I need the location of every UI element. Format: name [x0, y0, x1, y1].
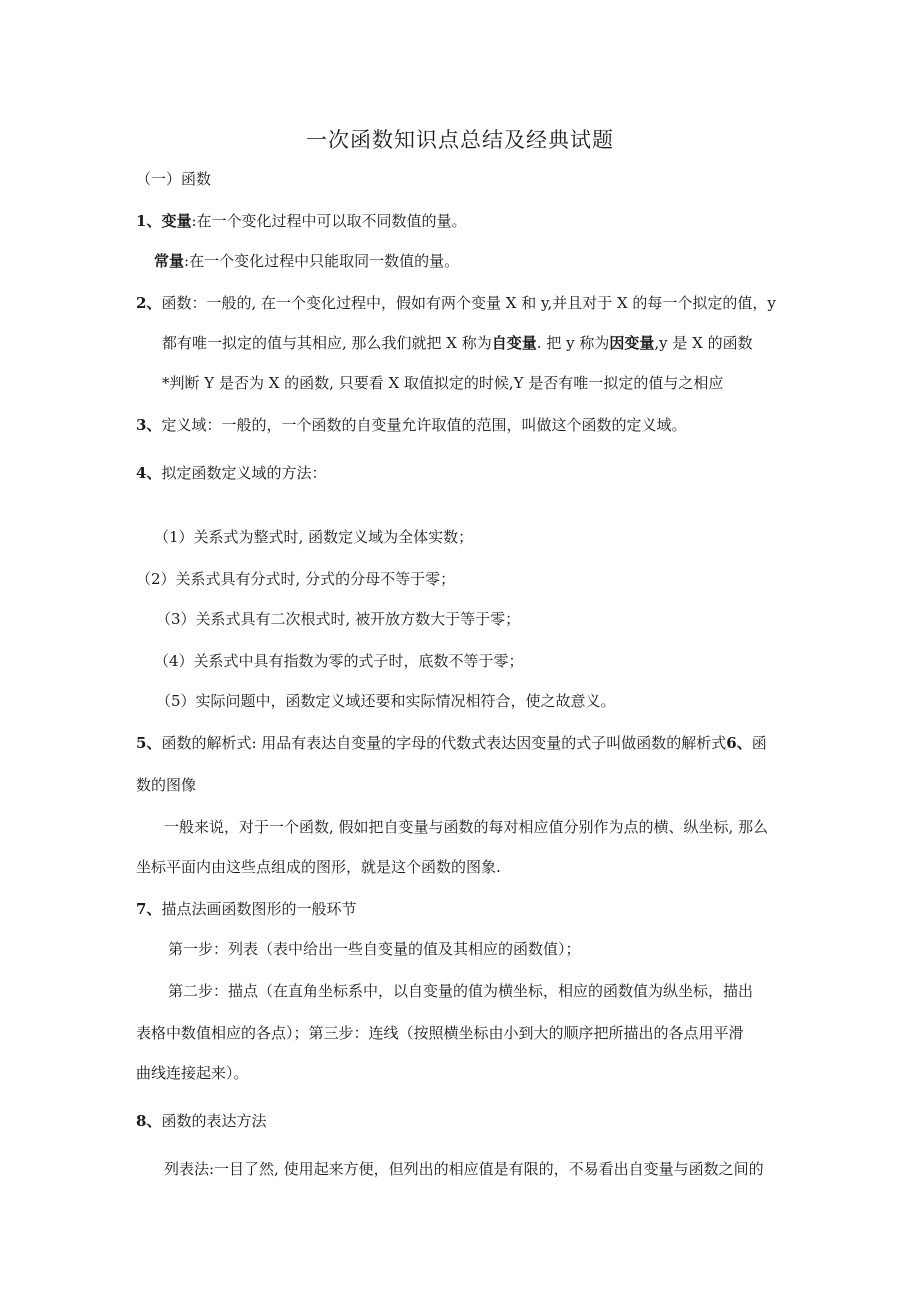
item-text: 函数的表达方法 [161, 1112, 267, 1130]
item-7 [136, 899, 356, 919]
item-text: 函数：一般的, 在一个变化过程中，假如有两个变量 X 和 y,并且对于 X 的每一个拟定的值，y [161, 294, 776, 312]
item-text: 函数的解析式: 用品有表达自变量的字母的代数式表达因变量的式子叫做函数的解析式 [161, 734, 727, 752]
step-line-3: 表格中数值相应的各点）；第三步：连线（按照横坐标由小到大的顺序把所描出的各点用平滑 [136, 1024, 744, 1042]
rule-4: （4）关系式中具有指数为零的式子时，底数不等于零； [154, 652, 524, 670]
page-title: 一次函数知识点总结及经典试题 [306, 128, 614, 152]
item-text: 都有唯一拟定的值与其相应, 那么我们就把 X 称为 [162, 334, 492, 352]
rule-3: （3）关系式具有二次根式时, 被开放方数大于等于零； [156, 610, 521, 628]
item-number: 2、 [136, 294, 162, 312]
item-1b [154, 251, 459, 271]
item-1 [136, 211, 467, 231]
item-2-note: *判断 Y 是否为 X 的函数, 只要看 X 取值拟定的时候,Y 是否有唯一拟定的值与之相应 [162, 374, 724, 392]
item-text: . 把 y 称为 [536, 334, 610, 352]
item-text: 描点法画函数图形的一般环节 [161, 900, 357, 918]
item-text: :在一个变化过程中只能取同一数值的量。 [184, 252, 460, 270]
rule-2: （2）关系式具有分式时, 分式的分母不等于零； [136, 570, 456, 588]
rule-5: （5）实际问题中，函数定义域还要和实际情况相符合，使之故意义。 [156, 692, 616, 710]
term-constant: 常量 [154, 252, 185, 270]
term-dependent-variable: 因变量 [609, 334, 655, 352]
item-text: ,y 是 X 的函数 [654, 334, 753, 352]
item-8 [136, 1111, 266, 1131]
rule-1: （1）关系式为整式时, 函数定义域为全体实数； [154, 528, 474, 546]
term-variable: 变量 [161, 212, 192, 230]
item-4 [136, 463, 326, 483]
step-line-1: 第一步：列表（表中给出一些自变量的值及其相应的函数值）； [168, 940, 581, 958]
item-number: 5、 [136, 734, 162, 752]
item-6-continued: 数的图像 [136, 776, 197, 794]
item-5 [136, 733, 767, 753]
step-line-4: 曲线连接起来）。 [136, 1064, 249, 1082]
item-text: 拟定函数定义域的方法： [161, 464, 327, 482]
item-number: 4、 [136, 464, 162, 482]
paragraph-8-line-1: 列表法:一目了然, 使用起来方便，但列出的相应值是有限的，不易看出自变量与函数之间的 [164, 1160, 764, 1178]
item-number: 7、 [136, 900, 162, 918]
item-2-line-2 [162, 333, 753, 353]
item-text: :在一个变化过程中可以取不同数值的量。 [191, 212, 467, 230]
item-number-6: 6、 [726, 734, 752, 752]
paragraph-6-line-2: 坐标平面内由这些点组成的图形，就是这个函数的图象. [136, 858, 501, 876]
item-3 [136, 415, 686, 435]
item-number: 8、 [136, 1112, 162, 1130]
step-line-2: 第二步：描点（在直角坐标系中，以自变量的值为横坐标，相应的函数值为纵坐标，描出 [168, 982, 754, 1000]
section-heading: （一）函数 [136, 170, 212, 188]
term-independent-variable: 自变量 [491, 334, 537, 352]
item-text: 函 [751, 734, 767, 752]
item-text: 定义域：一般的，一个函数的自变量允许取值的范围，叫做这个函数的定义域。 [161, 416, 687, 434]
item-number: 3、 [136, 416, 162, 434]
paragraph-6-line-1: 一般来说，对于一个函数, 假如把自变量与函数的每对相应值分别作为点的横、纵坐标, 那么 [164, 818, 769, 836]
item-number: 1、 [136, 212, 162, 230]
item-2-line-1 [136, 293, 776, 313]
